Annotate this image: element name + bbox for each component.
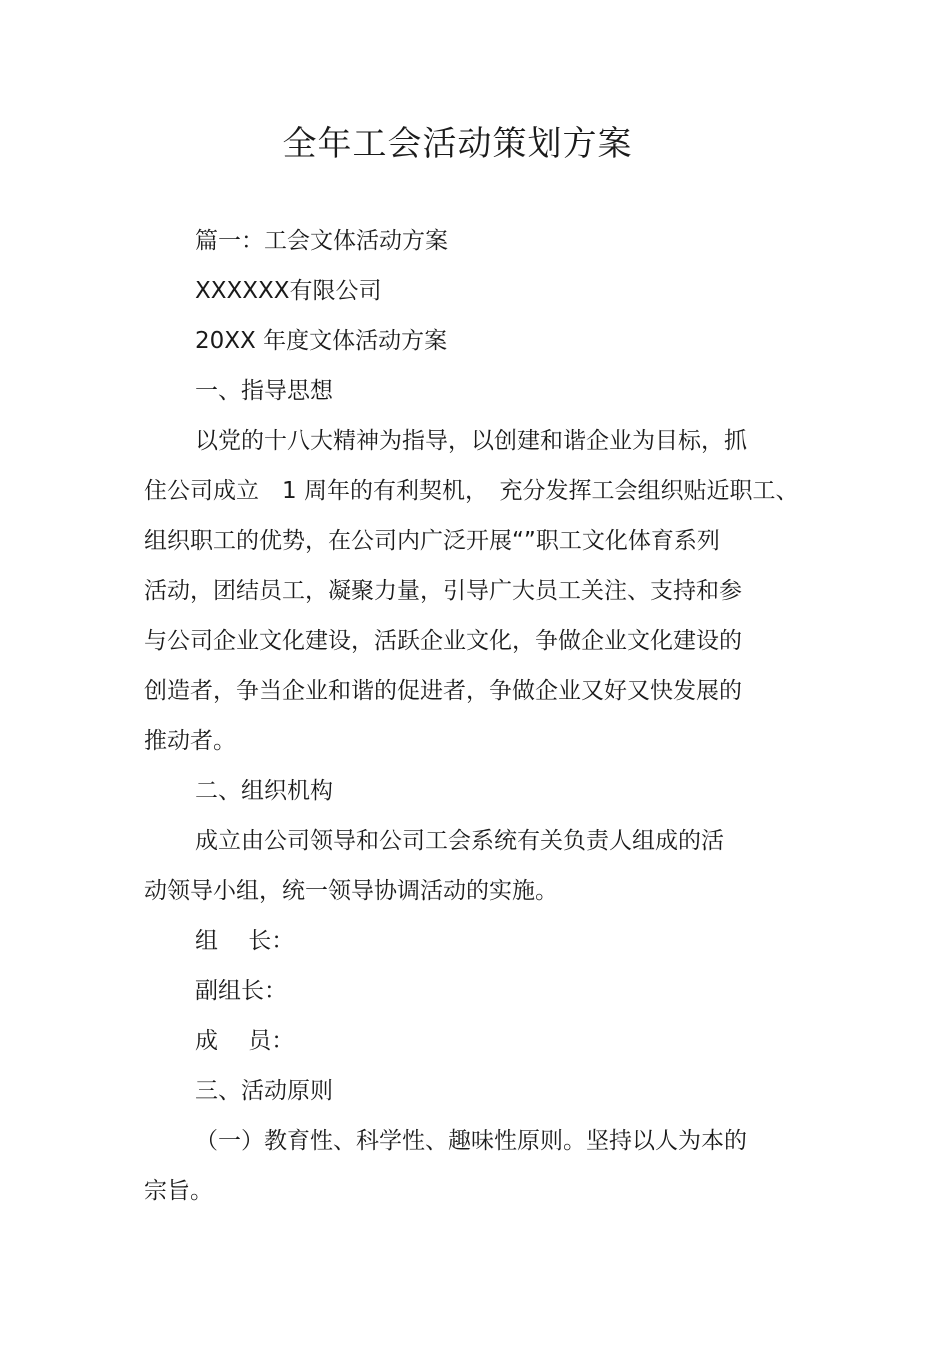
plan-subtitle: 20XX 年度文体活动方案	[195, 328, 448, 354]
paragraph-line: 推动者。	[144, 728, 236, 754]
role-leader: 组 长：	[195, 928, 295, 954]
company-name: XXXXXX有限公司	[195, 278, 382, 304]
paragraph-line: 宗旨。	[144, 1178, 213, 1204]
paragraph-line: 以党的十八大精神为指导，以创建和谐企业为目标，抓	[195, 428, 747, 454]
role-members: 成 员：	[195, 1028, 295, 1054]
paragraph-line: 住公司成立 1 周年的有利契机， 充分发挥工会组织贴近职工、	[144, 478, 799, 504]
paragraph-line: 活动，团结员工，凝聚力量，引导广大员工关注、支持和参	[144, 578, 742, 604]
paragraph-line: 与公司企业文化建设，活跃企业文化，争做企业文化建设的	[144, 628, 742, 654]
document-title: 全年工会活动策划方案	[282, 124, 633, 164]
role-deputy-leader: 副组长：	[195, 978, 287, 1004]
paragraph-line: 成立由公司领导和公司工会系统有关负责人组成的活	[195, 828, 724, 854]
paragraph-line: （一）教育性、科学性、趣味性原则。坚持以人为本的	[195, 1128, 747, 1154]
paragraph-line: 创造者，争当企业和谐的促进者，争做企业又好又快发展的	[144, 678, 742, 704]
heading-organization: 二、组织机构	[195, 778, 333, 804]
heading-guiding-ideology: 一、指导思想	[195, 378, 333, 404]
heading-activity-principles: 三、活动原则	[195, 1078, 333, 1104]
section-heading-part-one: 篇一：工会文体活动方案	[195, 228, 448, 254]
paragraph-line: 动领导小组，统一领导协调活动的实施。	[144, 878, 558, 904]
paragraph-line: 组织职工的优势，在公司内广泛开展“”职工文化体育系列	[144, 528, 720, 554]
